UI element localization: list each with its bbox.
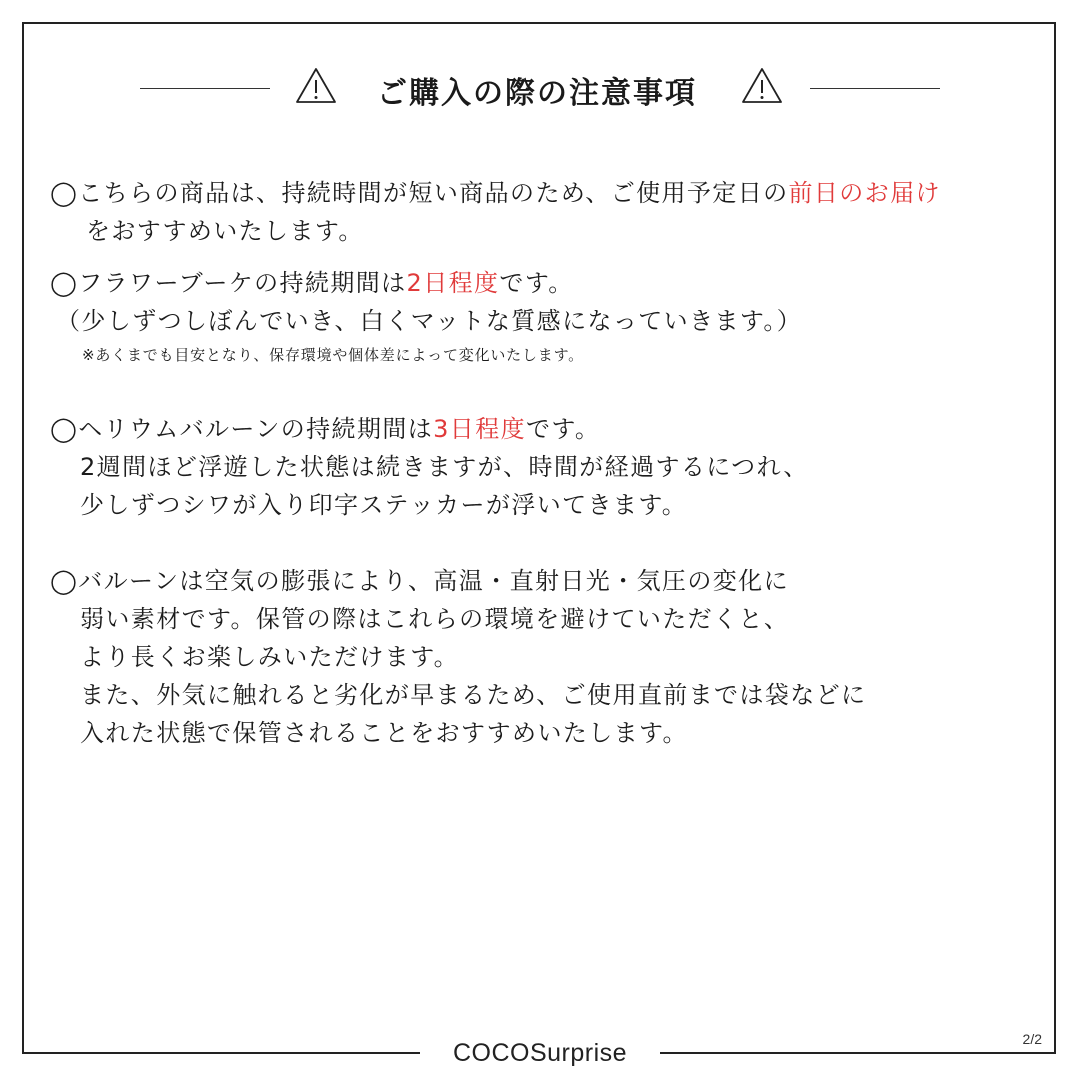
notice-section-bouquet: [50, 264, 1040, 370]
notice-text: ◯こちらの商品は、持続時間が短い商品のため、ご使用予定日の: [50, 179, 789, 207]
notice-line: 2週間ほど浮遊した状態は続きますが、時間が経過するにつれ、: [80, 453, 809, 481]
notice-line: また、外気に触れると劣化が早まるため、ご使用直前までは袋などに: [80, 681, 867, 709]
highlight-text: 前日のお届け: [788, 179, 941, 207]
footnote: ※あくまでも目安となり、保存環境や個体差によって変化いたします。: [82, 346, 584, 364]
notice-line: ◯バルーンは空気の膨張により、高温・直射日光・気圧の変化に: [50, 567, 789, 595]
notice-line: 入れた状態で保管されることをおすすめいたします。: [80, 719, 688, 747]
notice-line: 弱い素材です。保管の際はこれらの環境を避けていただくと、: [80, 605, 790, 633]
notice-line: （少しずつしぼんでいき、白くマットな質感になっていきます。）: [56, 307, 803, 335]
highlight-text: 3日程度: [433, 415, 527, 443]
notice-text: ◯フラワーブーケの持続期間は: [50, 269, 407, 297]
brand-logo-text: COCOSurprise: [452, 1039, 628, 1067]
header-rule-right: [810, 88, 940, 89]
notice-line: [50, 174, 1040, 212]
notice-header: [0, 62, 1080, 118]
notice-text: です。: [526, 415, 601, 443]
notice-section-balloon-storage: [50, 562, 1040, 752]
notice-line: [50, 410, 1040, 448]
notice-text: です。: [499, 269, 574, 297]
notice-line: をおすすめいたします。: [86, 217, 364, 245]
notice-section-helium-balloon: [50, 410, 1040, 524]
notice-line: [50, 264, 1040, 302]
page-number: 2/2: [1022, 1031, 1042, 1047]
warning-icon: [294, 66, 338, 106]
notice-section-delivery: [50, 174, 1040, 250]
notice-line: より長くお楽しみいただけます。: [80, 643, 460, 671]
highlight-text: 2日程度: [406, 269, 500, 297]
header-rule-left: [140, 88, 270, 89]
notice-text: ◯ヘリウムバルーンの持続期間は: [50, 415, 434, 443]
notice-line: 少しずつシワが入り印字ステッカーが浮いてきます。: [80, 491, 688, 519]
page-title: ご購入の際の注意事項: [377, 76, 697, 111]
notice-body: [50, 174, 1040, 752]
warning-icon: [740, 66, 784, 106]
